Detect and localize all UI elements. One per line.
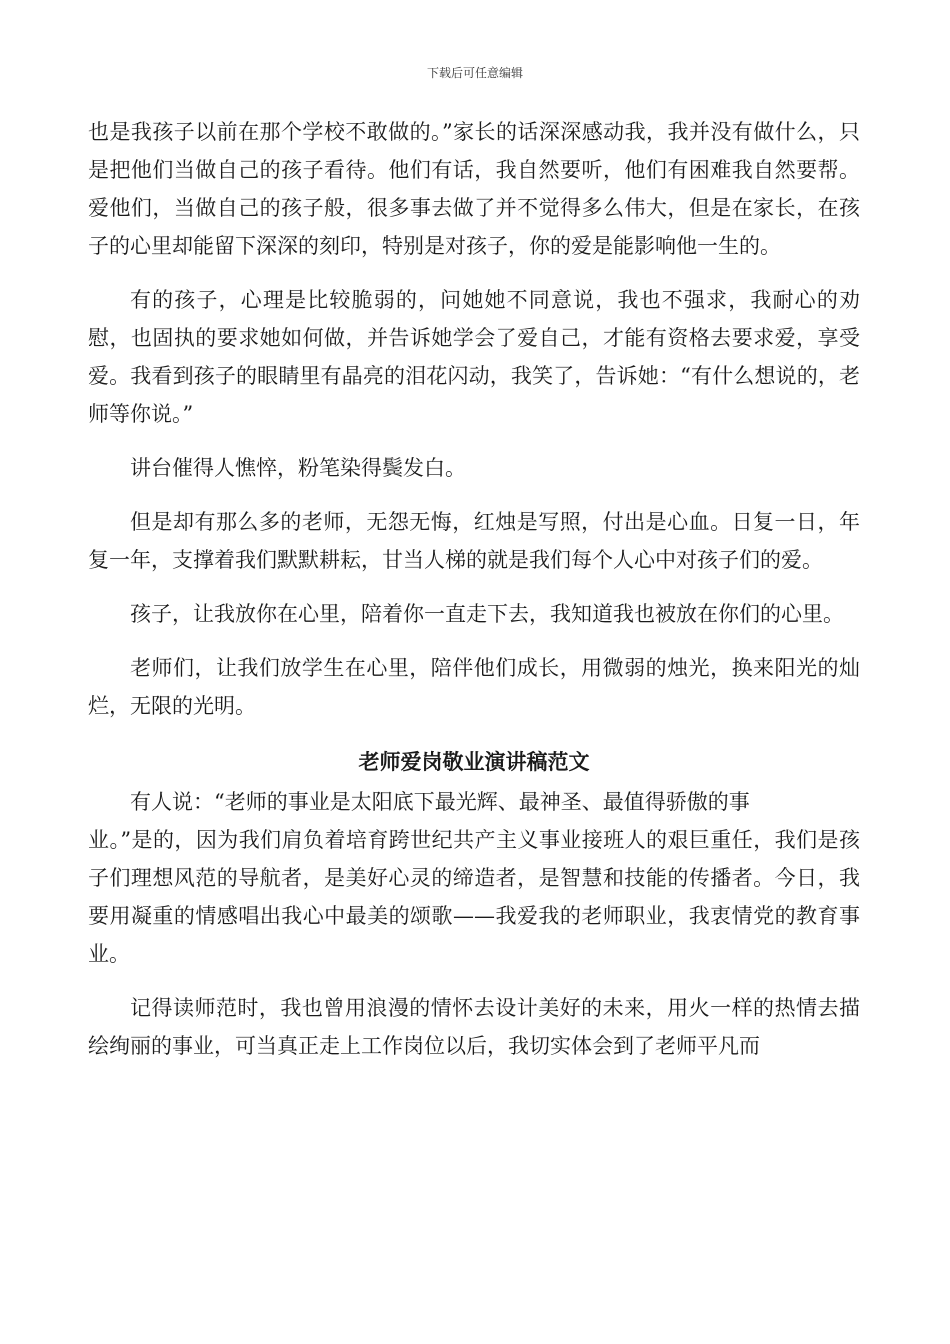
paragraph: 但是却有那么多的老师，无怨无悔，红烛是写照，付出是心血。日复一日，年复一年，支撑着我们默默耕耘，甘当人梯的就是我们每个人心中对孩子们的爱。 <box>88 510 860 572</box>
paragraph: 讲台催得人憔悴，粉笔染得鬓发白。 <box>130 456 466 480</box>
paragraph: 有的孩子，心理是比较脆弱的，问她她不同意说，我也不强求，我耐心的劝慰，也固执的要求她如何做，并告诉她学会了爱自己，才能有资格去要求爱，享受爱。我看到孩子的眼睛里有晶亮的泪花闪动，我笑了，告诉她：“有什么想说的，老师等你说。” <box>88 288 860 426</box>
paragraph: 孩子，让我放你在心里，陪着你一直走下去，我知道我也被放在你们的心里。 <box>130 602 844 626</box>
paragraph-continuation: 也是我孩子以前在那个学校不敢做的。”家长的话深深感动我，我并没有做什么，只是把他们当做自己的孩子看待。他们有话，我自然要听，他们有困难我自然要帮。爱他们，当做自己的孩子般，很多事去做了并不觉得多么伟大，但是在家长，在孩子的心里却能留下深深的刻印，特别是对孩子，你的爱是能影响他一生的。 <box>88 120 860 258</box>
paragraph: 老师们，让我们放学生在心里，陪伴他们成长，用微弱的烛光，换来阳光的灿烂，无限的光明。 <box>88 656 860 718</box>
paragraph-first-line: 有人说：“老师的事业是太阳底下最光辉、最神圣、最值得骄傲的事 <box>130 790 750 814</box>
document-body <box>88 113 860 1065</box>
paragraph: 记得读师范时，我也曾用浪漫的情怀去设计美好的未来，用火一样的热情去描绘绚丽的事业，可当真正走上工作岗位以后，我切实体会到了老师平凡而 <box>88 996 860 1058</box>
paragraph <box>88 783 860 973</box>
page-header: 下载后可任意编辑 <box>426 66 523 80</box>
section-title: 老师爱岗敬业演讲稿范文 <box>358 750 590 774</box>
paragraph-rest: 业。”是的，因为我们肩负着培育跨世纪共产主义事业接班人的艰巨重任，我们是孩子们理想风范的导航者，是美好心灵的缔造者，是智慧和技能的传播者。今日，我要用凝重的情感唱出我心中最美的颂歌——我爱我的老师职业，我衷情党的教育事业。 <box>88 828 860 966</box>
